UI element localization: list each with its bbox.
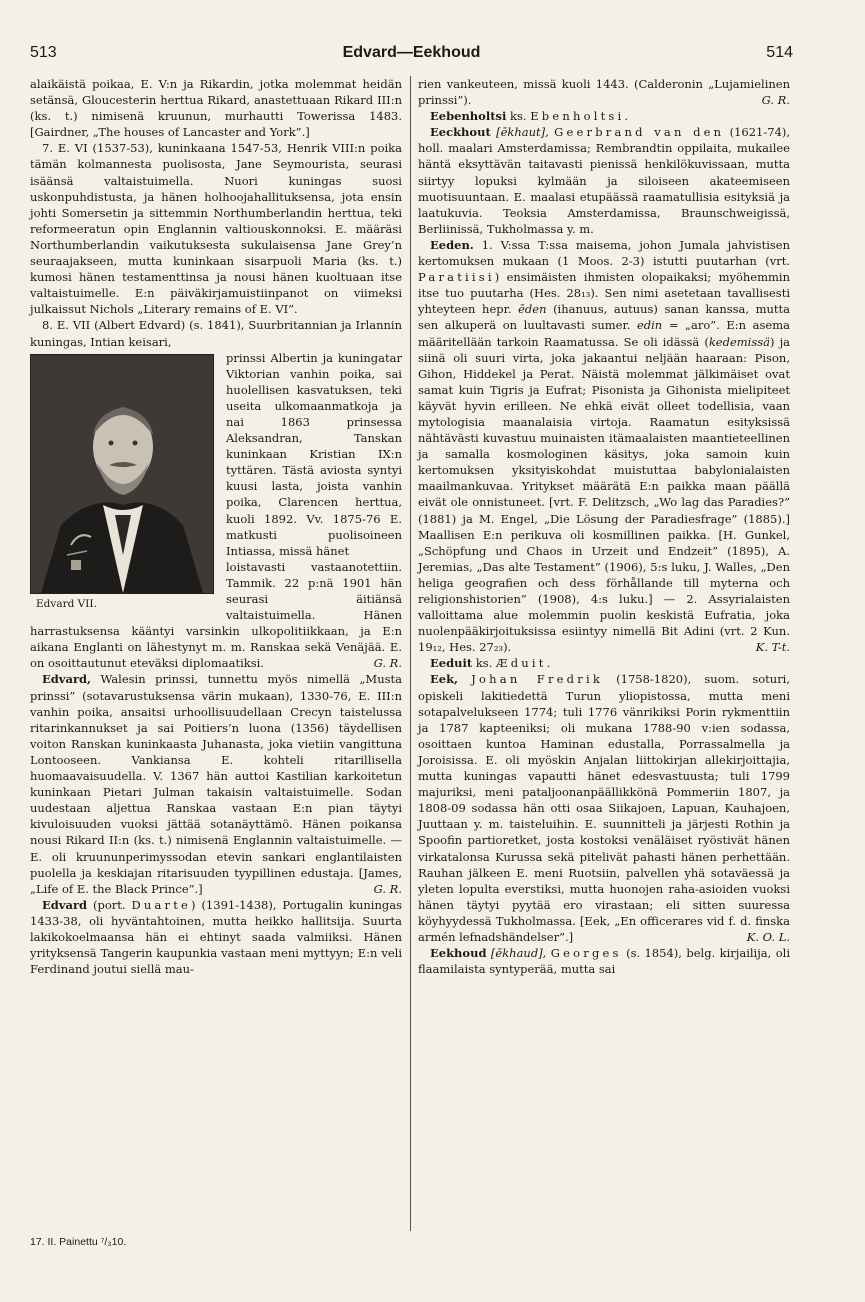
page-header <box>30 44 793 70</box>
portrait-caption: Edvard VII. <box>36 597 97 610</box>
entry-eek <box>418 671 790 945</box>
headword: Edvard, <box>42 672 92 687</box>
portrait-edvard-vii-image <box>30 354 214 594</box>
spaced-name: Ebenholtsi. <box>530 109 632 124</box>
spaced-name: Georges <box>550 946 622 961</box>
paragraph: prinssi Albertin ja kuningatar Viktorian vanhin poika, sai huolellisen kasvatuksen, teki useita ulkomaanmatkoja ja nai 1863 prinsessa Aleksandran, Tanskan kuninkaan Kristian IX:n tyttären. Tästä aviosta syntyi kuusi lasta, joista vanhin poika, Clarencen herttua, kuoli 1892. Vv. 1875-76 E. matkusti puolisoineen Intiassa, missä hänet <box>226 350 402 558</box>
running-title: Edvard—Eekhoud <box>342 44 481 61</box>
spaced-name: Æduit. <box>496 656 554 671</box>
text-run: loistavasti vastaanotettiin. Tammik. 22 p:nä 1901 hän seurasi äitiänsä valtaistuimella. Hänen harrastuksensa kääntyi varsinkin ulkopolitiikkaan, ja E:n aikana Englanti on lähestynyt m. m. Ranskaa sekä Venäjää. E. on osoittautunut eteväksi diplomaatiksi. <box>30 559 402 671</box>
italic-term: ēden <box>518 302 547 317</box>
headword: Edvard <box>42 897 88 912</box>
column-divider <box>410 76 411 1231</box>
right-column <box>418 76 790 977</box>
pronunciation: [ēkhaut], <box>496 125 549 140</box>
text-run: ) ja siinä oli suuri virta, joka jakaantui neljään haaraan: Pison, Gihon, Hiddekel ja Perat. Näistä molemmat jälkimäiset ovat samat kuin Tigris ja Eufrat; Pisonista ja Gihonista mielipiteet käyvät hyvin erilleen. Ne ehkä eivät olleet todellisia, vaan mytologisia maanalaisia virtoja. Raamatun esityksissä nähtävästi kuvastuu muinaisten itämaalaisten maantieteellinen ja samalla kosmologinen käsitys, joka samoin kuin kertomuksen yksityiskohdat muistuttaa babylonialaisten maailmankuvaa. Yritykset määrätä E:n paikka maan päällä eivät ole onnistuneet. [vrt. F. Delitzsch, „Wo lag das Paradies?” (1881) ja M. Engel, „Die Lösung der Paradiesfrage” (1885).] Maallisen E:n perikuva oli kosmillinen paikka. [H. Gunkel, „Schöpfung und Chaos in Urzeit und Endzeit” (1895), A. Jeremias, „Das alte Testament” (1906), 5:s luku, J. Walles, „Den heliga geografien och dess förhållande till myterna och religionshistorien” (1908), 4:s luku.] — 2. Assyrialaisten valloittama alue molemmin puolin keskistä Eufratia, joka nuolenpääkirjoituksissa esiintyy nimellä Bit Adini (vrt. 2 Kun. 19₁₂, Hes. 27₂₃). <box>418 334 790 655</box>
text-run: Walesin prinssi, tunnettu myös nimellä „Musta prinssi” (sotavarustuksensa värin mukaan), 1330-76, E. III:n vanhin poika, ansaitsi urhoollisuudellaan Crecyn taistelussa ritarinkannukset ja sai Poitiers’n luona (1356) täydellisen voiton Ranskan kuninkaasta Juhanasta, joka vietiin vangittuna Lontooseen. Vankiansa E. kohteli ritarillisella huomaavaisuudella. V. 1367 hän auttoi Kastilian karkoitetun kuninkaan Pietari Julman takaisin valtaistuimelle. Sodan uudestaan aljettua Ranskaa vastaan E:n pian täytyi kivuloisuuden vuoksi jättää sotanäyttämö. Hänen poikansa nousi Rikard II:n (ks. t.) nimisenä Englannin valtaistuimelle. — E. oli kruununperimyssodan etevin sankari englantilaisten puolella ja keskiajan ritarisuuden tyypillinen edustaja. [James, „Life of E. the Black Prince”.] <box>30 672 402 896</box>
text-run: ) ensimäisten ihmisten olopaikaksi; myöhemmin itse tuo puutarha (Hes. 28₁₃). Sen nimi asetetaan tavallisesti yhteyteen hepr. <box>418 270 790 317</box>
author-signature: G. R. <box>761 93 790 108</box>
headword: Eeckhout <box>430 125 491 140</box>
headword: Eekhoud <box>430 946 487 961</box>
pronunciation: [ēkhaud], <box>490 946 547 961</box>
author-signature: K. T-t. <box>755 640 790 655</box>
spaced-name: Paratiisi <box>418 270 495 285</box>
printer-footer: 17. II. Painettu ⁷/₃10. <box>30 1236 127 1248</box>
author-signature: G. R. <box>373 656 402 671</box>
text-run: (1758-1820), suom. soturi, opiskeli lakitiedettä Turun yliopistossa, mutta meni sotapalvelukseen 1774; tuli 1776 vänrikiksi Porin rykmenttiin ja 1787 kapteeniksi; oli mukana 1788-90 v:ien sodassa, osoittaen kuntoa Haminan edustalla, Porrassalmella ja Joroisissa. E. oli myöskin Anjalan liittokirjan allekirjoittajia, mutta kuningas vapautti hänet edesvastuusta; tuli 1799 majuriksi, meni pataljoonanpäällikkönä Pommeriin 1807, ja 1808-09 sodassa hän otti osaa Siikajoen, Lapuan, Kauhajoen, Juuttaan y. m. taisteluihin. E. suunnitteli ja järjesti Rothin ja Spoofin partioretket, josta kostoksi venäläiset ryöstivät hänen virkatalonsa Kurussa sekä pitelivät pahasti hänen perhettään. Rauhan jälkeen E. meni Ruotsiin, palvellen yhä sotaväessä ja yleten lopulta everstiksi, mutta huonojen raha-asioiden vuoksi hänen täytyi pyytää ero virastaan; eli sitten suuressa köyhyydessä Tukholmassa. [Eek, „En officerares vid f. d. finska armén lefnadshändelser”.] <box>418 672 791 944</box>
text-run: ks. <box>510 109 527 124</box>
portrait-figure <box>30 354 216 612</box>
text-run: rien vankeuteen, missä kuoli 1443. (Calderonin „Lujamielinen prinssi”). <box>418 77 790 108</box>
text-run: (ihanuus, autuus) sanan kanssa, mutta sen alkuperä on luultavasti sumer. <box>418 302 791 333</box>
entry-eeden <box>418 237 790 655</box>
text-run: ) (1391-1438), Portugalin kuningas 1433-38, oli hyväntahtoinen, mutta heikko hallitsija. Suurta lakikokoelmaansa hän ei ehtinyt saada valmiiksi. Hänen yrityksensä Tangerin kaupunkia vastaan meni myttyyn; E:n veli Ferdinand joutui siellä mau- <box>30 897 403 977</box>
spaced-name: Johan Fredrik <box>471 672 603 687</box>
italic-term: kedemissä <box>708 334 771 349</box>
entry-edvard-walesin-prinssi <box>30 671 402 896</box>
entry-edvard-portugal <box>30 897 402 977</box>
entry-eebenholtsi <box>418 108 790 124</box>
italic-term: edin <box>636 318 663 333</box>
author-signature: K. O. L. <box>746 929 790 944</box>
paragraph <box>418 76 790 108</box>
spaced-name: Geerbrand van den <box>554 125 725 140</box>
headword: Eebenholtsi <box>430 109 507 124</box>
paragraph: alaikäistä poikaa, E. V:n ja Rikardin, jotka molemmat heidän setänsä, Gloucesterin herttua Rikard, anastettuaan Rikard III:n (ks. t.) nimisenä kruunun, murhautti Towerissa 1483. [Gairdner, „The houses of Lancaster and York”.] <box>30 77 402 140</box>
text-run: = „aro”. E:n asema määritellään tarkoin Raamatussa. Se oli idässä ( <box>418 318 790 349</box>
text-run: (port. <box>92 897 126 912</box>
page-number-left: 513 <box>30 44 57 61</box>
text-run: (1621-74), holl. maalari Amsterdamissa; Rembrandtin oppilaita, mukailee häntä eksyttävän taitavasti pienissä henkilökuvissaan, mutta siirtyy lopuksi kylmään ja siloiseen akateemiseen muotisuuntaan. E. maalasi etupäässä raamatullisia esityksiä ja laatukuvia. Teoksia Amsterdamissa, Braunschweigissä, Berliinissä, Tukholmassa y. m. <box>418 125 791 236</box>
left-column <box>30 76 402 977</box>
text-run: (s. 1854), belg. kirjailija, oli flaamilaista syntyperää, mutta sai <box>418 946 791 977</box>
headword: Eek, <box>430 672 459 687</box>
headword: Eeduit <box>430 656 473 671</box>
headword: Eeden. <box>430 237 474 252</box>
entry-eeckhout <box>418 124 790 237</box>
paragraph: 8. E. VII (Albert Edvard) (s. 1841), Suurbritannian ja Irlannin kuningas, Intian keisari, <box>30 318 402 349</box>
entry-eeduit <box>418 655 790 671</box>
text-run: 1. V:ssa T:ssa maisema, johon Jumala jahvistisen kertomuksen mukaan (1 Moos. 2-3) istutti puutarhan (vrt. <box>418 237 790 269</box>
page-number-right: 514 <box>766 44 793 61</box>
author-signature: G. R. <box>373 881 402 896</box>
spaced-name: Duarte <box>131 897 192 912</box>
paragraph: 7. E. VI (1537-53), kuninkaana 1547-53, Henrik VIII:n poika tämän kolmannesta puolisosta, Jane Seymourista, seurasi isäänsä valtaistuimella. Nuori kuningas suosi uskonpuhdistusta, ja hänen holhoojahallituksensa, jota ensin johti Somersetin ja sittemmin Northumberlandin herttua, teki reformeeratun opin Englannin valtiouskonnoksi. E. määräsi Northumberlandin vaikutuksesta sukulaisensa Jane Grey’n seuraajakseen, mutta kuninkaan sisarpuoli Maria (ks. t.) kumosi hänen testamenttinsa ja nousi hänen kuoltuaan itse valtaistuimelle. E:n päiväkirjamuistiinpanot on viimeksi julkaissut Nichols „Literary remains of E. VI”. <box>30 141 402 317</box>
entry-eekhoud <box>418 945 790 977</box>
text-run: ks. <box>475 656 493 671</box>
